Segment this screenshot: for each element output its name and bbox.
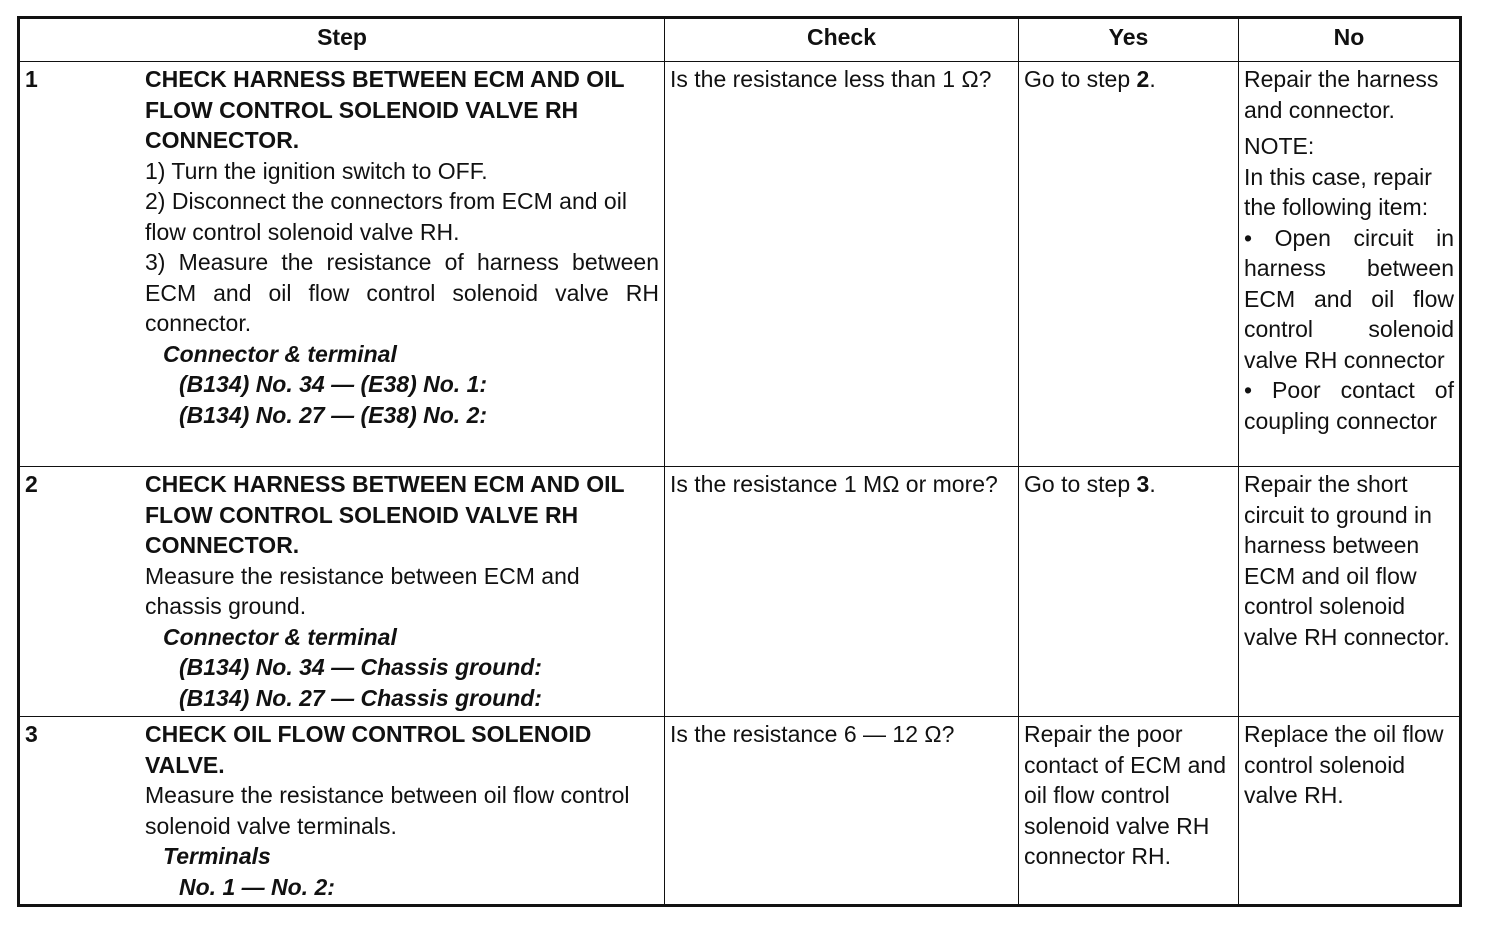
yes-cell [1019, 62, 1239, 467]
no-cell [1239, 62, 1461, 467]
header-step: Step [19, 18, 665, 62]
yes-step-number: 3 [1136, 471, 1150, 497]
step-instruction: 1) Turn the ignition switch to OFF. [145, 157, 488, 184]
step-cell [19, 717, 665, 906]
note-item: • Poor contact of coupling connector [1244, 377, 1454, 434]
table-row [19, 62, 1461, 467]
step-cell [19, 467, 665, 717]
yes-prefix: Go to step [1024, 471, 1137, 497]
yes-suffix: . [1149, 66, 1156, 92]
connector-item: (B134) No. 27 — Chassis ground: [179, 684, 542, 711]
header-yes: Yes [1019, 18, 1239, 62]
connector-label: Connector & terminal [163, 340, 397, 367]
note-item: • Open circuit in harness between ECM and oil flow control solenoid valve RH connector [1244, 224, 1454, 373]
check-cell: Is the resistance less than 1 Ω? [665, 62, 1019, 467]
yes-step-number: 2 [1136, 66, 1150, 92]
header-check: Check [665, 18, 1019, 62]
connector-label: Connector & terminal [163, 623, 397, 650]
no-cell: Replace the oil flow control solenoid valve RH. [1239, 717, 1461, 906]
check-cell: Is the resistance 1 MΩ or more? [665, 467, 1019, 717]
yes-cell: Repair the poor contact of ECM and oil flow control solenoid valve RH connector RH. [1019, 717, 1239, 906]
step-instruction: 3) Measure the resistance of harness between ECM and oil flow control solenoid valve RH connector. [145, 249, 659, 336]
connector-item: (B134) No. 34 — (E38) No. 1: [179, 371, 488, 397]
step-description: Measure the resistance between ECM and chassis ground. [145, 562, 580, 619]
table-row [19, 717, 1461, 906]
check-cell: Is the resistance 6 — 12 Ω? [665, 717, 1019, 906]
connector-item: (B134) No. 27 — (E38) No. 2: [179, 401, 488, 428]
step-number: 3 [25, 721, 38, 747]
no-action: Repair the harness and connector. [1244, 66, 1439, 123]
yes-prefix: Go to step [1024, 66, 1137, 92]
terminal-item: No. 1 — No. 2: [179, 873, 335, 900]
step-number: 2 [25, 471, 38, 497]
step-description: Measure the resistance between oil flow control solenoid valve terminals. [145, 782, 630, 839]
header-no: No [1239, 18, 1461, 62]
yes-cell [1019, 467, 1239, 717]
terminals-label: Terminals [163, 843, 271, 869]
note-intro: In this case, repair the following item: [1244, 163, 1432, 220]
diagnostic-table [17, 16, 1462, 907]
no-cell: Repair the short circuit to ground in harness between ECM and oil flow control solenoid valve RH connector. [1239, 467, 1461, 717]
note-label: NOTE: [1244, 133, 1315, 159]
step-title: CHECK HARNESS BETWEEN ECM AND OIL FLOW CONTROL SOLENOID VALVE RH CONNECTOR. [145, 471, 625, 558]
header-row [19, 18, 1461, 62]
yes-suffix: . [1149, 471, 1156, 497]
table-row [19, 467, 1461, 717]
step-instruction: 2) Disconnect the connectors from ECM and oil flow control solenoid valve RH. [145, 188, 627, 245]
connector-item: (B134) No. 34 — Chassis ground: [179, 654, 542, 680]
step-title: CHECK OIL FLOW CONTROL SOLENOID VALVE. [145, 721, 592, 778]
step-number: 1 [25, 66, 38, 92]
step-title: CHECK HARNESS BETWEEN ECM AND OIL FLOW CONTROL SOLENOID VALVE RH CONNECTOR. [145, 66, 625, 153]
step-cell [19, 62, 665, 467]
